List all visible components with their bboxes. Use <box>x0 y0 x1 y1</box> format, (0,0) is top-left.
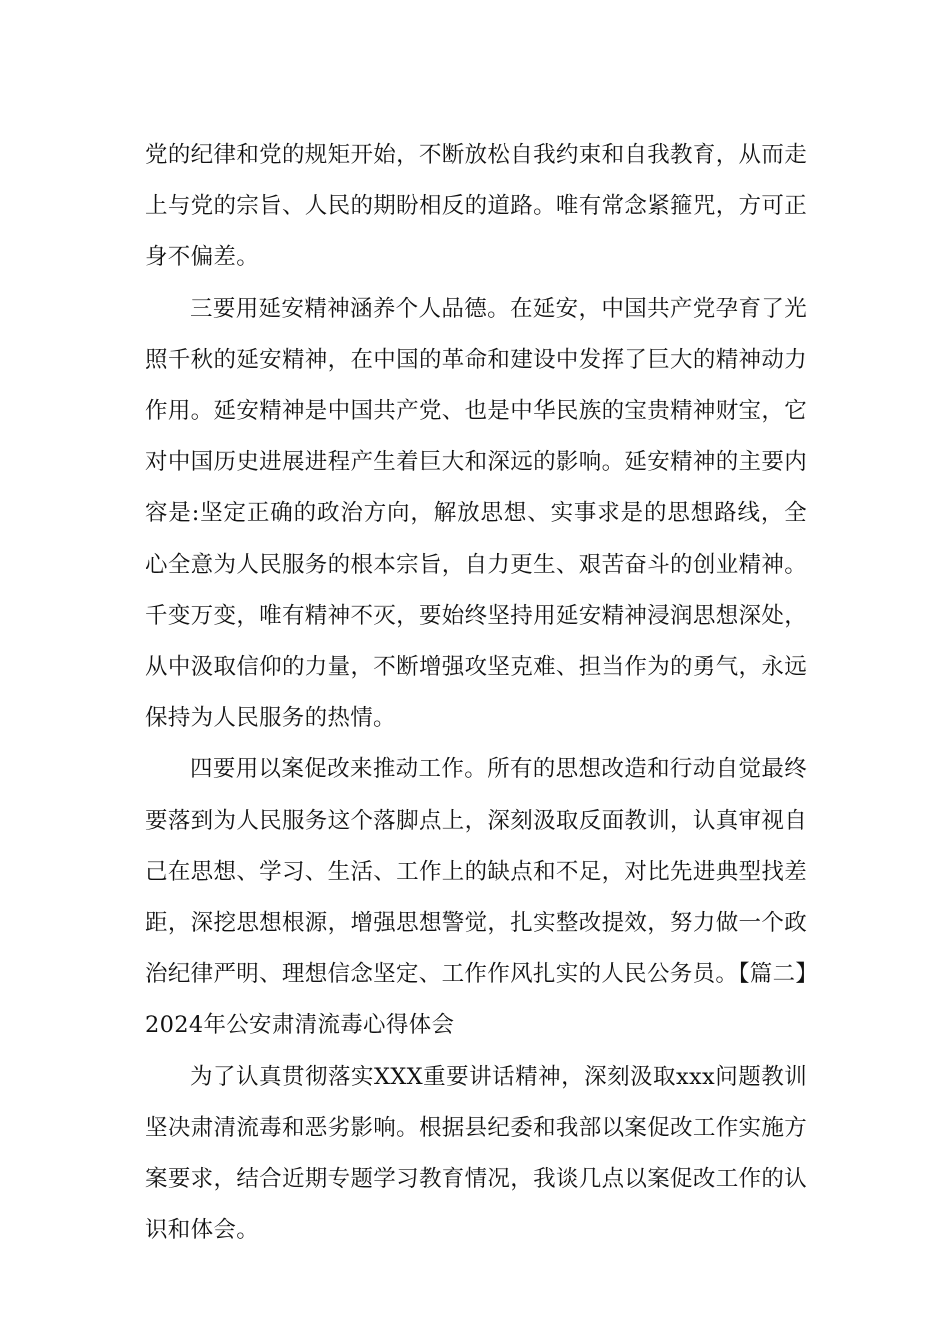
document-body <box>145 130 807 1256</box>
paragraph-continuation: 党的纪律和党的规矩开始，不断放松自我约束和自我教育，从而走上与党的宗旨、人民的期盼相反的道路。唯有常念紧箍咒，方可正身不偏差。 <box>145 142 807 271</box>
paragraph-implementation: 为了认真贯彻落实XXX重要讲话精神，深刻汲取xxx问题教训坚决肃清流毒和恶劣影响。根据县纪委和我部以案促改工作实施方案要求，结合近期专题学习教育情况，我谈几点以案促改工作的认识和体会。 <box>145 1063 807 1244</box>
paragraph-case-reform: 四要用以案促改来推动工作。所有的思想改造和行动自觉最终要落到为人民服务这个落脚点上，深刻汲取反面教训，认真审视自己在思想、学习、生活、工作上的缺点和不足，对比先进典型找差距，深挖思想根源，增强思想警觉，扎实整改提效，努力做一个政治纪律严明、理想信念坚定、工作作风扎实的人民公务员。【篇二】2024年公安肃清流毒心得体会 <box>145 756 807 1039</box>
paragraph-yanan-spirit: 三要用延安精神涵养个人品德。在延安，中国共产党孕育了光照千秋的延安精神，在中国的革命和建设中发挥了巨大的精神动力作用。延安精神是中国共产党、也是中华民族的宝贵精神财宝，它对中国历史进展进程产生着巨大和深远的影响。延安精神的主要内容是:坚定正确的政治方向，解放思想、实事求是的思想路线，全心全意为人民服务的根本宗旨，自力更生、艰苦奋斗的创业精神。千变万变，唯有精神不灭，要始终坚持用延安精神浸润思想深处，从中汲取信仰的力量，不断增强攻坚克难、担当作为的勇气，永远保持为人民服务的热情。 <box>145 295 807 732</box>
